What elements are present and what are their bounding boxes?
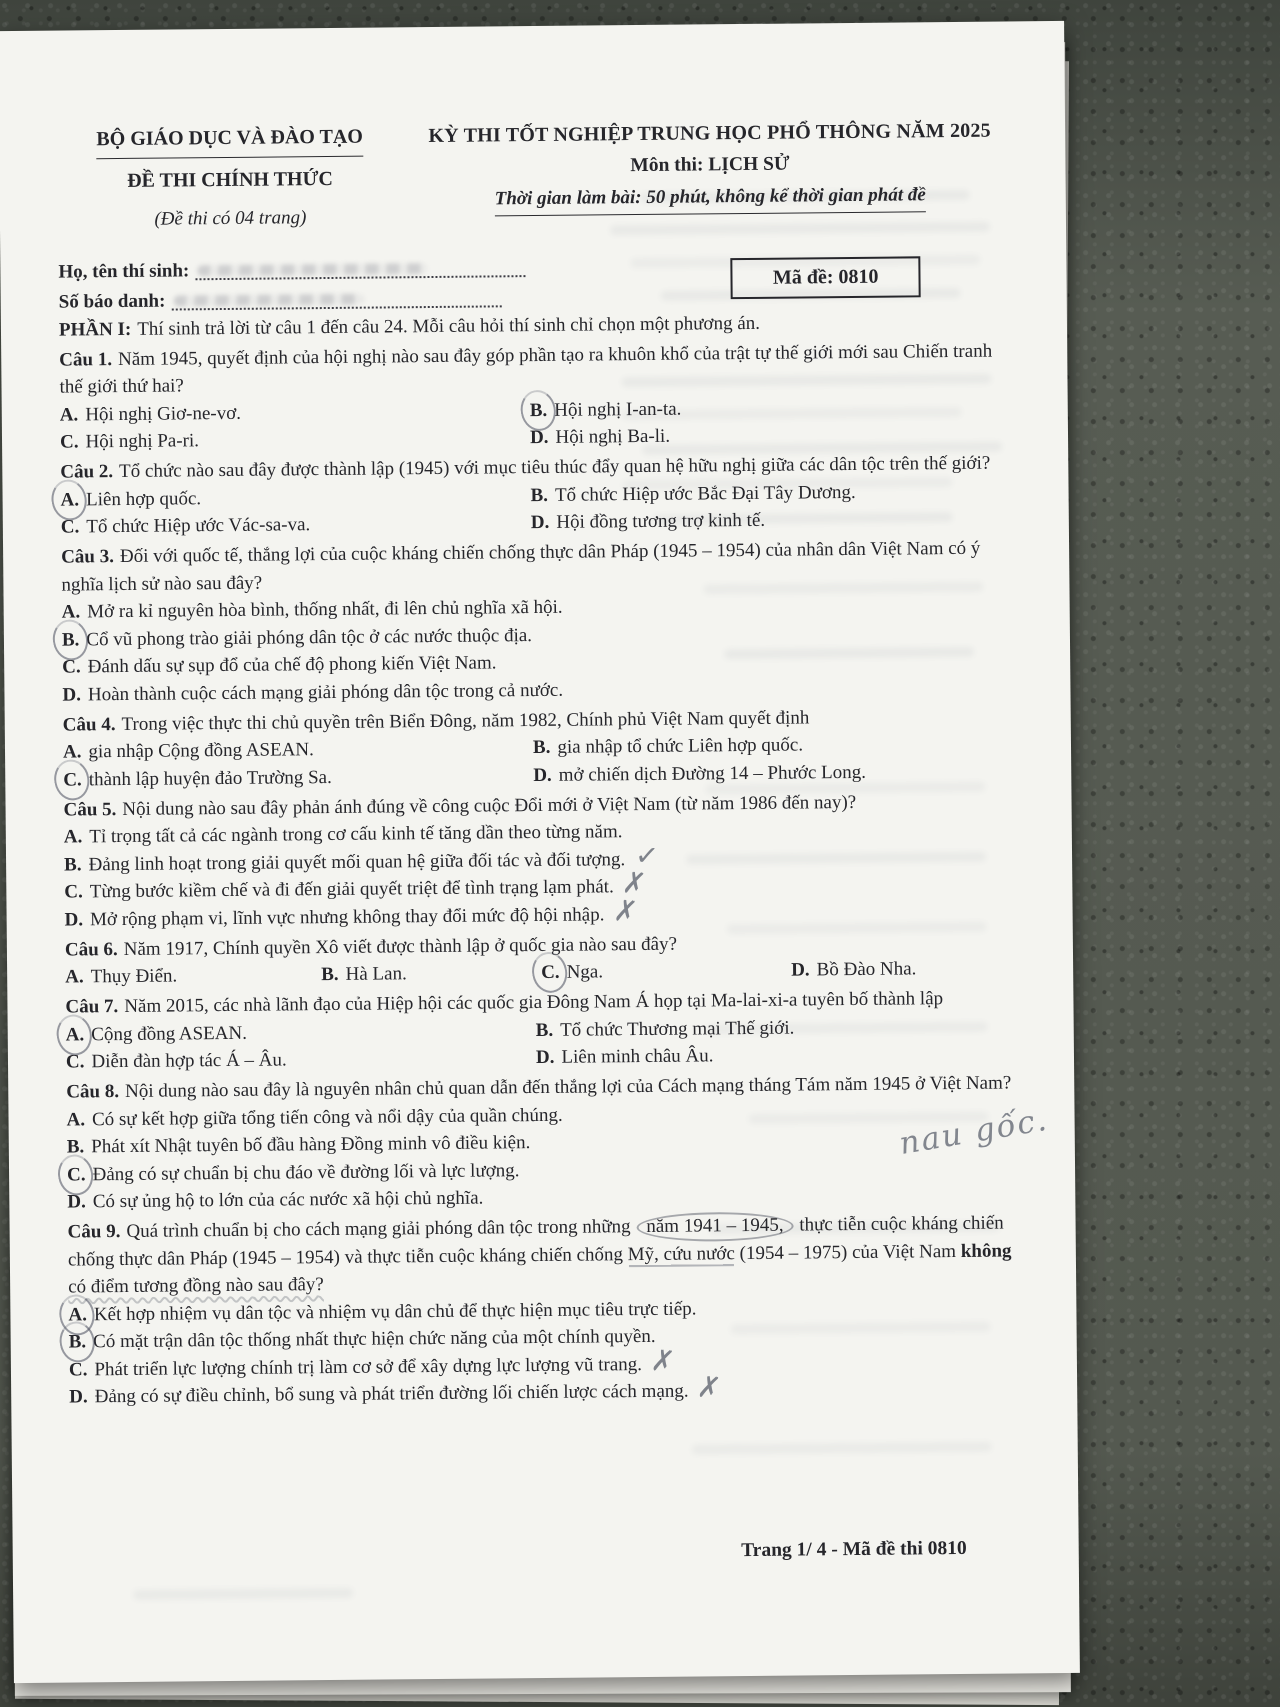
emphasized-word: không <box>960 1239 1012 1262</box>
answer-option <box>536 1039 1016 1071</box>
question-text: Nội dung nào sau đây phản ánh đúng về công cuộc Đổi mới ở Việt Nam (từ năm 1986 đến nay)? <box>122 791 857 820</box>
option-label: C. <box>64 881 83 903</box>
option-label: D. <box>62 683 82 706</box>
part1-text: Thí sinh trả lời từ câu 1 đến câu 24. Mỗi câu hỏi thí sinh chỉ chọn một phương án. <box>137 312 761 340</box>
question-6 <box>65 927 1015 991</box>
answer-option <box>63 762 533 794</box>
handwritten-note: nau gốc. <box>896 1101 1051 1163</box>
redacted-handwriting <box>197 263 427 276</box>
question-text: Năm 1917, Chính quyền Xô viết được thành lập ở quốc gia nào sau đây? <box>123 933 678 960</box>
option-label: A. <box>61 601 81 623</box>
option-text: Thụy Điển. <box>90 965 178 988</box>
option-label: C. <box>68 1358 88 1381</box>
candidate-name-label: Họ, tên thí sinh: <box>58 260 190 283</box>
answer-option <box>321 959 541 989</box>
option-label: D. <box>791 959 810 981</box>
option-label: C. <box>62 656 81 678</box>
answer-option <box>65 961 321 991</box>
question-text: Tổ chức nào sau đây được thành lập (1945) với mục tiêu thúc đẩy quan hệ hữu nghị giữa các dân tộc trên thế giới? <box>119 452 991 483</box>
option-text: Đảng có sự điều chỉnh, bổ sung và phát triển đường lối chiến lược cách mạng. <box>94 1380 689 1408</box>
option-text: Nga. <box>566 961 604 983</box>
option-label: C. <box>60 516 80 538</box>
option-label: A. <box>66 1108 86 1131</box>
option-text: gia nhập Cộng đồng ASEAN. <box>88 739 314 763</box>
pen-cross-icon: ✗ <box>648 1343 677 1381</box>
option-label: B. <box>532 736 551 759</box>
question-number: Câu 2. <box>60 461 114 483</box>
exam-header <box>57 117 1008 234</box>
redacted-handwriting <box>173 293 363 306</box>
answer-option <box>541 957 791 987</box>
exam-title: KỲ THI TỐT NGHIỆP TRUNG HỌC PHỔ THÔNG NĂM 2025 <box>428 119 991 148</box>
option-label: B. <box>69 1328 87 1356</box>
question-number: Câu 1. <box>59 348 113 371</box>
pen-cross-icon: ✗ <box>611 893 639 931</box>
question-text-segment: thực tiễn cuộc kháng chiến chống thực dân Pháp (1945 – 1954) và thực tiễn cuộc kháng chiến chống <box>67 1212 1004 1271</box>
option-label: C. <box>541 959 560 987</box>
question-7 <box>65 984 1016 1076</box>
option-text: Hội nghị I-an-ta. <box>554 398 682 421</box>
option-label: D. <box>529 426 549 449</box>
option-text: Tổ chức Thương mại Thế giới. <box>560 1017 795 1041</box>
option-text: Đảng linh hoạt trong giải quyết mối quan hệ giữa đối tác và đối tượng. <box>88 848 626 875</box>
question-number: Câu 9. <box>67 1221 121 1243</box>
subject-line: Môn thi: LỊCH SỬ <box>630 153 790 176</box>
question-text: Đối với quốc tế, thắng lợi của cuộc kháng chiến chống thực dân Pháp (1945 – 1954) của nhân dân Việt Nam có ý nghĩa lịch sử nào sau đây? <box>61 537 981 596</box>
official-exam-label: ĐỀ THI CHÍNH THỨC <box>127 167 334 192</box>
option-text: Kết hợp nhiệm vụ dân tộc và nhiệm vụ dân chủ để thực hiện mục tiêu trực tiếp. <box>93 1298 697 1325</box>
option-text: Hội nghị Ba-li. <box>555 425 671 448</box>
question-text-segment: có điểm tương đồng nào sau đây? <box>68 1274 324 1298</box>
option-text: Diễn đàn hợp tác Á – Âu. <box>91 1049 287 1073</box>
answer-option <box>61 509 531 541</box>
answer-option <box>791 954 1015 984</box>
option-text: Đảng có sự chuẩn bị chu đáo về đường lối và lực lượng. <box>92 1159 520 1185</box>
option-label: C. <box>67 1161 86 1189</box>
question-3 <box>61 534 1013 708</box>
option-text: Hội đồng tương trợ kinh tế. <box>556 509 766 533</box>
question-text: Năm 2015, các nhà lãnh đạo của Hiệp hội các quốc gia Đông Nam Á họp tại Ma-lai-xi-a tuyên bố thành lập <box>124 988 944 1017</box>
option-text: Phát triển lực lượng chính trị làm cơ sở để xây dựng lực lượng vũ trang. <box>94 1353 643 1380</box>
option-label: A. <box>62 741 82 763</box>
option-label: B. <box>62 626 80 654</box>
part1-label: PHẦN I: <box>58 318 132 341</box>
option-text: thành lập huyện đảo Trường Sa. <box>88 766 332 790</box>
option-label: D. <box>67 1191 86 1213</box>
question-number: Câu 7. <box>65 996 119 1018</box>
question-number: Câu 6. <box>64 938 118 961</box>
option-label: D. <box>530 511 550 534</box>
option-text: mở chiến dịch Đường 14 – Phước Long. <box>558 761 867 786</box>
question-4 <box>63 702 1014 794</box>
option-label: B. <box>66 1136 85 1158</box>
option-text: Đánh dấu sự sụp đổ của chế độ phong kiến Việt Nam. <box>87 652 497 678</box>
question-number: Câu 5. <box>63 798 117 821</box>
option-label: D. <box>535 1046 555 1069</box>
bleed-through-texture <box>692 1442 992 1455</box>
option-text: gia nhập tổ chức Liên hợp quốc. <box>557 734 804 758</box>
option-label: B. <box>63 853 82 876</box>
candidate-section <box>58 247 1009 316</box>
option-text: Liên hợp quốc. <box>85 487 202 510</box>
ministry-name: BỘ GIÁO DỤC VÀ ĐÀO TẠO <box>96 124 363 159</box>
option-label: B. <box>535 1019 554 1041</box>
option-text: Từng bước kiềm chế và đi đến giải quyết triệt để tình trạng lạm phát. <box>89 876 614 903</box>
option-text: Có sự ủng hộ to lớn của các nước xã hội chủ nghĩa. <box>92 1187 484 1213</box>
name-dotted-line <box>195 259 525 280</box>
exam-paper <box>0 21 1080 1683</box>
option-text: Bồ Đào Nha. <box>816 958 917 981</box>
option-text: Tỉ trọng tất cả các ngành trong cơ cấu kinh tế tăng dần theo từng năm. <box>89 821 623 848</box>
page-footer: Trang 1/ 4 - Mã đề thi 0810 <box>741 1537 967 1562</box>
option-label: C. <box>59 431 79 453</box>
question-2 <box>60 449 1011 541</box>
option-label: B. <box>321 963 339 986</box>
option-label: C. <box>63 766 82 794</box>
pen-cross-icon: ✗ <box>695 1370 723 1408</box>
answer-option <box>60 424 530 456</box>
option-label: A. <box>66 1021 85 1049</box>
candidate-id-label: Số báo danh: <box>58 290 166 313</box>
pen-cross-icon: ✗ <box>620 865 648 904</box>
option-label: A. <box>65 966 84 988</box>
option-text: Cộng đồng ASEAN. <box>91 1022 248 1045</box>
question-number: Câu 3. <box>61 546 115 568</box>
answer-option <box>533 757 1013 789</box>
question-1 <box>59 337 1010 456</box>
option-text: Phát xít Nhật tuyên bố đầu hàng Đồng minh vô điều kiện. <box>91 1132 531 1158</box>
question-text-segment: (1954 – 1975) của Việt Nam <box>734 1240 961 1264</box>
exam-code-box: Mã đề: 0810 <box>731 256 921 299</box>
option-text: Hoàn thành cuộc cách mạng giải phóng dân tộc trong cả nước. <box>87 679 564 705</box>
option-label: D. <box>69 1386 88 1408</box>
option-label: D. <box>533 764 552 786</box>
question-text-segment: Quá trình chuẩn bị cho cách mạng giải phóng dân tộc trong những <box>126 1216 636 1242</box>
question-number: Câu 4. <box>62 713 116 736</box>
question-9 <box>67 1209 1019 1411</box>
duration-line: Thời gian làm bài: 50 phút, không kể thời gian phát đề <box>495 181 926 216</box>
option-label: A. <box>59 403 79 426</box>
option-text: Hà Lan. <box>345 963 407 985</box>
answer-option <box>531 504 1011 536</box>
option-label: A. <box>68 1301 87 1329</box>
bleed-through-texture <box>133 1588 353 1600</box>
option-label: A. <box>63 826 83 848</box>
question-5 <box>63 787 1014 934</box>
option-label: A. <box>60 486 79 514</box>
option-text: Tổ chức Hiệp ước Vác-sa-va. <box>86 514 311 538</box>
pen-check-icon: ✓ <box>633 839 661 873</box>
option-text: Có mặt trận dân tộc thống nhất thực hiện chức năng của một chính quyền. <box>93 1325 656 1353</box>
option-text: Mở rộng phạm vi, lĩnh vực nhưng không thay đổi mức độ hội nhập. <box>90 903 605 930</box>
answer-option <box>530 419 1010 451</box>
pen-oval-annotation: năm 1941 – 1945, <box>636 1212 793 1243</box>
question-number: Câu 8. <box>66 1081 120 1103</box>
option-label: B. <box>530 396 548 424</box>
option-text: Cổ vũ phong trào giải phóng dân tộc ở các nước thuộc địa. <box>86 624 533 650</box>
pencil-underline-annotation: Mỹ, cứu nước <box>627 1242 735 1265</box>
question-text: Năm 1945, quyết định của hội nghị nào sau đây góp phần tạo ra khuôn khổ của trật tự thế giới mới sau Chiến tranh thế giới thứ hai? <box>59 340 993 398</box>
option-text: Hội nghị Giơ-ne-vơ. <box>85 402 242 425</box>
answer-option <box>66 1044 536 1076</box>
question-text: Nội dung nào sau đây là nguyên nhân chủ quan dẫn đến thắng lợi của Cách mạng tháng Tám năm 1945 ở Việt Nam? <box>124 1072 1012 1102</box>
id-dotted-line <box>171 289 501 310</box>
page-count-note: (Đề thi có 04 trang) <box>154 207 307 230</box>
option-text: Mở ra kỉ nguyên hòa bình, thống nhất, đi lên chủ nghĩa xã hội. <box>87 596 563 623</box>
option-label: B. <box>530 484 549 506</box>
option-label: D. <box>64 908 84 931</box>
option-text: Hội nghị Pa-ri. <box>85 430 200 453</box>
option-label: C. <box>65 1051 85 1073</box>
question-text: Trong việc thực thi chủ quyền trên Biển Đông, năm 1982, Chính phủ Việt Nam quyết định <box>121 706 810 735</box>
option-text: Có sự kết hợp giữa tổng tiến công và nổi dậy của quần chúng. <box>91 1104 563 1130</box>
question-8 <box>66 1069 1017 1216</box>
option-text: Liên minh châu Âu. <box>561 1045 714 1068</box>
option-text: Tổ chức Hiệp ước Bắc Đại Tây Dương. <box>554 481 856 506</box>
